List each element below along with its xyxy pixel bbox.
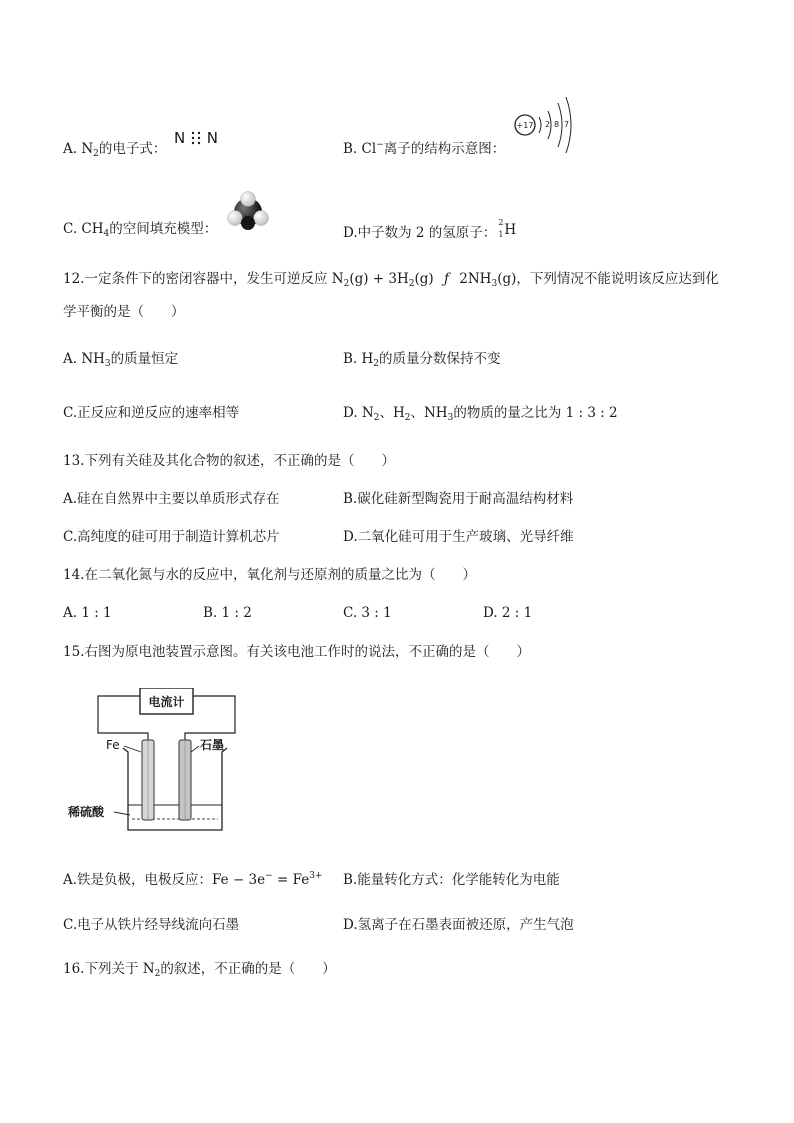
shell-2-electrons: 8 [554, 120, 560, 129]
q12-option-c[interactable]: C.正反应和逆反应的速率相等 [63, 405, 240, 421]
n2-electron-formula: N N [174, 129, 219, 147]
q13-option-b[interactable]: B.碳化硅新型陶瓷用于耐高温结构材料 [343, 491, 574, 507]
q13-stem: 13.下列有关硅及其化合物的叙述，不正确的是（ ） [63, 453, 395, 469]
fe-label: Fe [106, 738, 120, 752]
q11-option-d[interactable]: D.中子数为 2 的氢原子： 2 1 H [343, 223, 518, 241]
q14-option-a[interactable]: A. 1 : 1 [63, 605, 112, 621]
ammeter-label: 电流计 [148, 695, 185, 709]
equilibrium-arrow: ƒ [443, 271, 449, 287]
q14-option-b[interactable]: B. 1 : 2 [203, 605, 252, 621]
q11-option-b[interactable]: B. Cl−离子的结构示意图： [343, 140, 506, 157]
cl-ion-structure-icon [508, 95, 578, 157]
q14-stem: 14.在二氧化氮与水的反应中，氧化剂与还原剂的质量之比为（ ） [63, 567, 476, 583]
shell-3-electrons: 7 [564, 120, 570, 129]
q12-stem-line2: 学平衡的是（ ） [63, 304, 185, 320]
hydrogen-nuclide: 2 1 H [498, 218, 517, 239]
q15-option-a[interactable]: A.铁是负极，电极反应：$Fe - 3e^- = Fe^{3+}$ [63, 871, 323, 888]
q15-option-b[interactable]: B.能量转化方式：化学能转化为电能 [343, 872, 560, 888]
q15-option-c[interactable]: C.电子从铁片经导线流向石墨 [63, 917, 240, 933]
q14-option-d[interactable]: D. 2 : 1 [483, 605, 533, 621]
q11-option-a[interactable]: A. $N_2$的电子式： [63, 141, 167, 159]
q12-option-a[interactable]: A. $NH_3$的质量恒定 [63, 351, 179, 369]
q12-stem-line1: 12.一定条件下的密闭容器中，发生可逆反应 $N_2(g) + 3H_2(g)$ ƒ $2NH_3(g)$，下列情况不能说明该反应达到化 [63, 271, 719, 289]
dilute-sulfuric-acid-label: 稀硫酸 [68, 805, 105, 819]
shell-1-electrons: 2 [545, 120, 551, 129]
galvanic-cell-diagram [60, 688, 250, 838]
q13-option-a[interactable]: A.硅在自然界中主要以单质形式存在 [63, 491, 280, 507]
nucleus-charge: +17 [516, 121, 534, 130]
q12-option-b[interactable]: B. $H_2$的质量分数保持不变 [343, 351, 501, 369]
q11-option-c[interactable]: C. $CH_4$的空间填充模型： [63, 221, 218, 239]
beaker [123, 748, 227, 830]
methane-space-filling-model-icon [223, 190, 273, 234]
q14-option-c[interactable]: C. 3 : 1 [343, 605, 392, 621]
q13-option-c[interactable]: C.高纯度的硅可用于制造计算机芯片 [63, 529, 280, 545]
q16-stem: 16.下列关于 $N_2$的叙述，不正确的是（ ） [63, 961, 336, 979]
q12-option-d[interactable]: D. $N_2$、$H_2$、$NH_3$的物质的量之比为 1 : 3 : 2 [343, 405, 618, 423]
graphite-label: 石墨 [200, 738, 225, 752]
q15-option-d[interactable]: D.氢离子在石墨表面被还原，产生气泡 [343, 917, 574, 933]
shared-electrons-icon [190, 131, 202, 145]
q13-option-d[interactable]: D.二氧化硅可用于生产玻璃、光导纤维 [343, 529, 574, 545]
q15-stem: 15.右图为原电池装置示意图。有关该电池工作时的说法，不正确的是（ ） [63, 644, 530, 660]
